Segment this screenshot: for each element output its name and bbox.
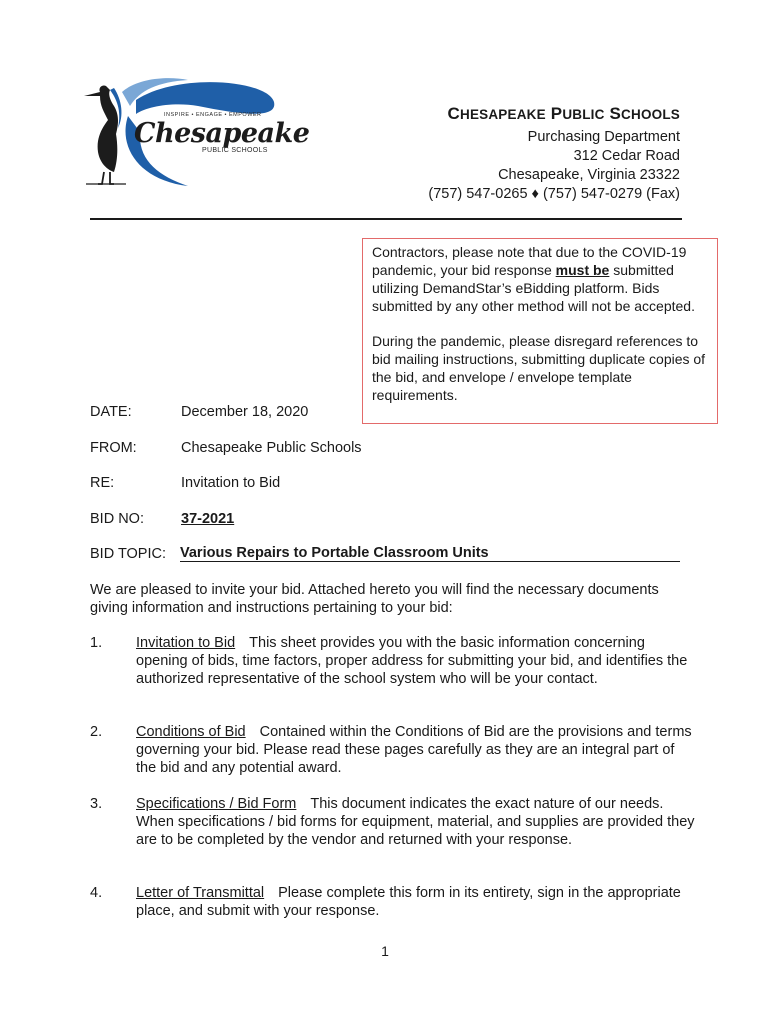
date-label: DATE: [90, 404, 132, 420]
notice-paragraph-1 [372, 243, 717, 315]
item-description: This document indicates the exact nature of our needs. When specifications / bid forms for equipment, material, and supplies are provided they are to be completed by the vendor and returned with your response. [136, 796, 695, 848]
date-value: December 18, 2020 [181, 404, 309, 420]
city-state-zip: Chesapeake, Virginia 23322 [498, 167, 680, 183]
bid-number-label: BID NO: [90, 511, 144, 527]
page-number: 1 [381, 943, 389, 959]
item-text [136, 723, 696, 777]
org-word-2: UBLIC [562, 107, 605, 122]
org-initial-p: P [550, 104, 563, 123]
org-initial-s: S [609, 104, 622, 123]
notice-emphasis: must be [555, 262, 610, 278]
bid-number-value: 37-2021 [181, 511, 235, 527]
from-value: Chesapeake Public Schools [181, 440, 362, 456]
street-address: 312 Cedar Road [573, 148, 680, 164]
org-initial-c: C [447, 104, 460, 123]
notice-text-before: Contractors, please note that due to the COVID-19 pandemic, your bid response [372, 244, 687, 278]
item-number: 3. [90, 796, 103, 812]
item-title: Letter of Transmittal [136, 885, 265, 901]
notice-paragraph-2: During the pandemic, please disregard references to bid mailing instructions, submitting duplicate copies of the bid, and envelope / envelope template requirements. [372, 333, 706, 403]
item-title: Invitation to Bid [136, 635, 236, 651]
item-description: Please complete this form in its entirety, sign in the appropriate place, and submit with your response. [136, 885, 681, 919]
logo-sub-name: PUBLIC SCHOOLS [202, 147, 268, 154]
letterhead-divider [90, 218, 682, 220]
phone-fax: (757) 547-0265 ♦ (757) 547-0279 (Fax) [428, 186, 680, 202]
item-text [136, 634, 696, 688]
item-text [136, 884, 696, 920]
org-word-1: HESAPEAKE [460, 107, 546, 122]
re-value: Invitation to Bid [181, 475, 281, 491]
org-word-3: CHOOLS [621, 107, 680, 122]
organization-name [448, 104, 680, 124]
bid-topic-value: Various Repairs to Portable Classroom Units [180, 545, 680, 562]
item-title: Conditions of Bid [136, 724, 246, 740]
item-description: Contained within the Conditions of Bid are the provisions and terms governing your bid. Please read these pages carefully as they are an integral part of the bid and any potential award. [136, 724, 692, 776]
item-description: This sheet provides you with the basic information concerning opening of bids, time factors, proper address for submitting your bid, and identifies the authorized representative of the school system who will be your contact. [136, 635, 688, 687]
from-label: FROM: [90, 440, 137, 456]
notice-text-after: submitted utilizing DemandStar’s eBidding platform. Bids submitted by any other method will not be accepted. [372, 262, 695, 314]
logo-tagline: INSPIRE • ENGAGE • EMPOWER [164, 112, 262, 118]
intro-paragraph: We are pleased to invite your bid. Attached hereto you will find the necessary documents giving information and instructions pertaining to your bid: [90, 582, 659, 616]
item-number: 1. [90, 635, 103, 651]
bid-topic-label: BID TOPIC: [90, 546, 167, 562]
logo-script-name: Chesapeake [134, 118, 310, 149]
department: Purchasing Department [527, 129, 680, 145]
covid-notice-box [362, 238, 718, 424]
item-number: 2. [90, 724, 103, 740]
item-text [136, 795, 696, 849]
item-title: Specifications / Bid Form [136, 796, 297, 812]
re-label: RE: [90, 475, 115, 491]
item-number: 4. [90, 885, 103, 901]
